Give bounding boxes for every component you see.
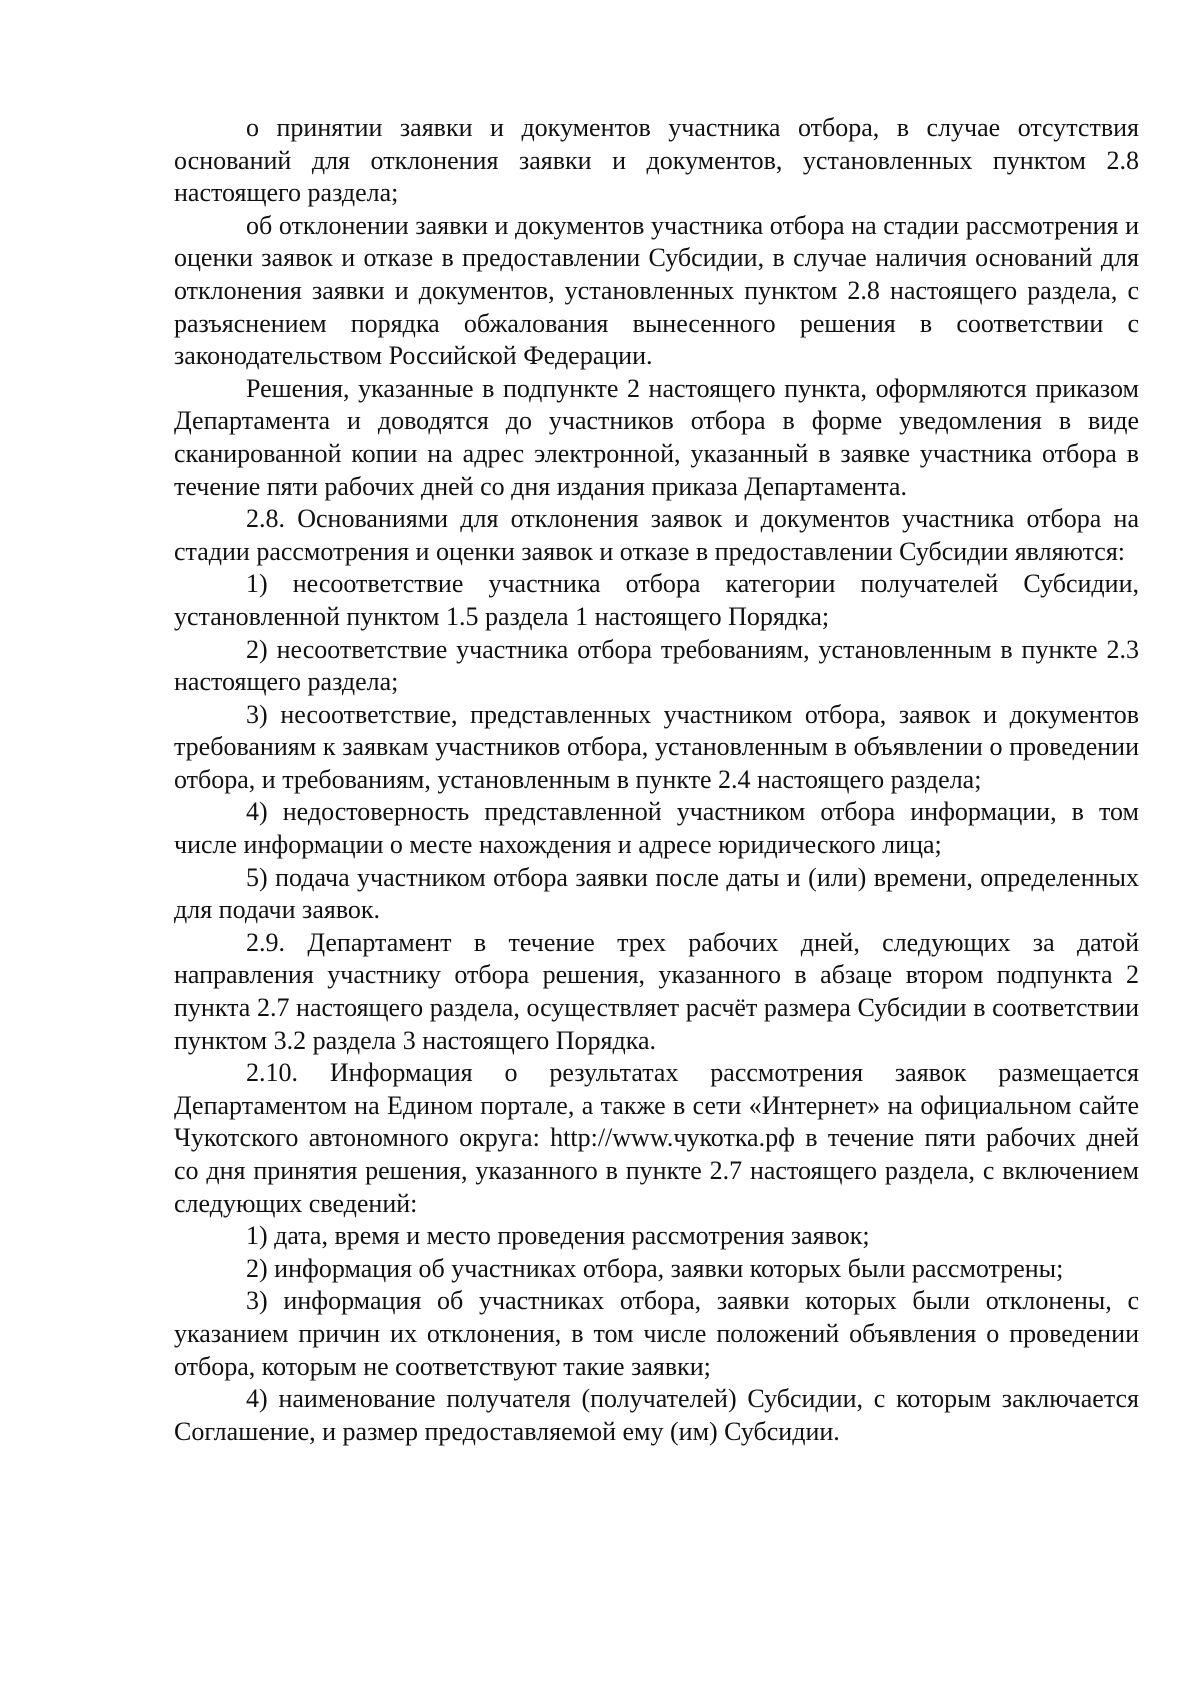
- list-item-2-8-3: 3) несоответствие, представленных участником отбора, заявок и документов требованиям к заявкам участников отбора, установленным в объявлении о проведении отбора, и требованиям, установленным в пункте 2.4 настоящего раздела;: [174, 699, 1139, 794]
- list-item-2-8-4: 4) недостоверность представленной участником отбора информации, в том числе информации о месте нахождения и адресе юридического лица;: [174, 797, 1139, 860]
- list-item-2-10-4: 4) наименование получателя (получателей) Субсидии, с которым заключается Соглашение, и размер предоставляемой ему (им) Субсидии.: [174, 1384, 1139, 1446]
- list-item-2-8-1: 1) несоответствие участника отбора категории получателей Субсидии, установленной пунктом 1.5 раздела 1 настоящего Порядка;: [174, 569, 1139, 631]
- list-item-2-8-2: 2) несоответствие участника отбора требованиям, установленным в пункте 2.3 настоящего раздела;: [174, 634, 1139, 697]
- list-item-2-8-5: 5) подача участником отбора заявки после даты и (или) времени, определенных для подачи заявок.: [174, 862, 1139, 925]
- list-item-2-10-3: 3) информация об участниках отбора, заявки которых были отклонены, с указанием причин их отклонения, в том числе положений объявления о проведении отбора, которым не соответствуют такие заявки;: [174, 1286, 1139, 1381]
- paragraph-decision-accept: о принятии заявки и документов участника отбора, в случае отсутствия оснований для отклонения заявки и документов, установленных пунктом 2.8 настоящего раздела;: [174, 113, 1139, 208]
- paragraph-2-10: 2.10. Информация о результатах рассмотрения заявок размещается Департаментом на Едином портале, а также в сети «Интернет» на официальном сайте Чукотского автономного округа: http://www.чукотка.рф в течение пяти рабочих дней со дня принятия решения, указанного в пункте 2.7 настоящего раздела, с включением следующих сведений:: [174, 1058, 1139, 1218]
- paragraph-decision-reject: об отклонении заявки и документов участника отбора на стадии рассмотрения и оценки заявок и отказе в предоставлении Субсидии, в случае наличия оснований для отклонения заявки и документов, установленных пунктом 2.8 настоящего раздела, с разъяснением порядка обжалования вынесенного решения в соответствии с законодательством Российской Федерации.: [174, 210, 1139, 371]
- document-page: [174, 112, 1139, 1448]
- paragraph-decisions-notice: Решения, указанные в подпункте 2 настоящего пункта, оформляются приказом Департамента и доводятся до участников отбора в форме уведомления в виде сканированной копии на адрес электронной, указанный в заявке участника отбора в течение пяти рабочих дней со дня издания приказа Департамента.: [174, 373, 1139, 501]
- list-item-2-10-2: 2) информация об участниках отбора, заявки которых были рассмотрены;: [246, 1253, 1064, 1283]
- list-item-2-10-1: 1) дата, время и место проведения рассмотрения заявок;: [246, 1221, 870, 1251]
- paragraph-2-9: 2.9. Департамент в течение трех рабочих дней, следующих за датой направления участнику отбора решения, указанного в абзаце втором подпункта 2 пункта 2.7 настоящего раздела, осуществляет расчёт размера Субсидии в соответствии пунктом 3.2 раздела 3 настоящего Порядка.: [174, 927, 1139, 1055]
- paragraph-2-8: 2.8. Основаниями для отклонения заявок и документов участника отбора на стадии рассмотрения и оценки заявок и отказе в предоставлении Субсидии являются:: [174, 504, 1139, 566]
